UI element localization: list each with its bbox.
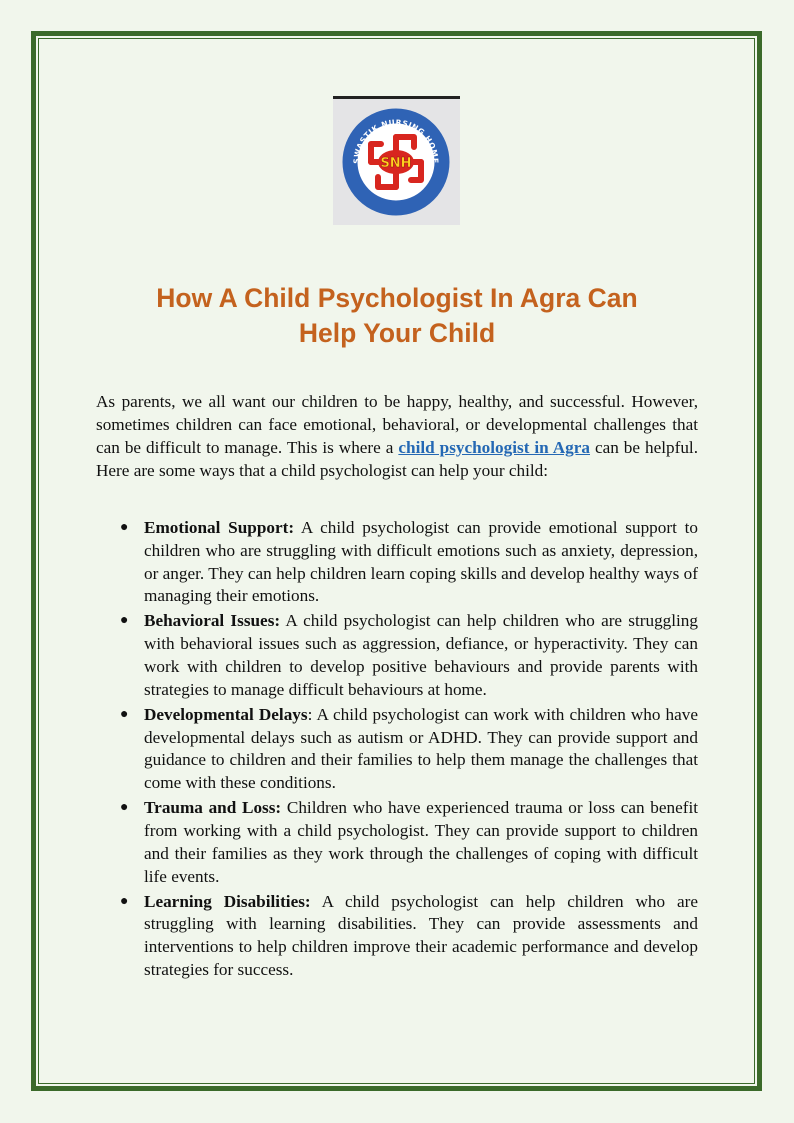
title-line-1: How A Child Psychologist In Agra Can [156, 283, 638, 313]
list-item-heading: Developmental Delays [144, 704, 308, 724]
intro-paragraph [96, 390, 698, 482]
bullet-icon: ● [120, 520, 129, 535]
page-title [96, 281, 698, 351]
ways-list [120, 517, 699, 984]
list-item [120, 891, 698, 982]
list-item-heading: Emotional Support: [144, 518, 295, 537]
list-item [120, 610, 698, 701]
list-item [120, 704, 699, 795]
list-item-text: Children who have experienced trauma or loss can benefit from working with a child psychologist. They can provide support to children and their families as they work through the challenges of coping with difficult life events. [144, 798, 699, 886]
list-item-heading: Learning Disabilities: [144, 891, 311, 911]
logo-ring-text: SWASTIK NURSING HOME [351, 117, 441, 164]
intro-text-after: can be helpful. Here are some ways that a child psychologist can help your child: [96, 438, 698, 480]
logo-monogram: SNH [380, 156, 412, 171]
bullet-icon: ● [120, 893, 129, 909]
bullet-icon: ● [120, 706, 129, 722]
list-item-text: A child psychologist can help children who are struggling with behavioral issues such as aggression, defiance, or hyperactivity. They can work with children to develop positive behaviours and provide parents with strategies to manage difficult behaviours at home. [144, 611, 698, 699]
list-item-text: A child psychologist can help children who are struggling with learning disabilities. They can provide assessments and interventions to help children improve their academic performance and develop strategies for success. [144, 891, 698, 979]
bullet-icon: ● [120, 800, 129, 816]
list-item [120, 517, 698, 608]
list-item-text: : A child psychologist can work with children who have developmental delays such as autism or ADHD. They can provide support and guidance to children and their families to help them manage the challenges that come with these conditions. [144, 704, 699, 793]
list-item-heading: Behavioral Issues: [144, 611, 281, 631]
logo [333, 96, 460, 225]
child-psychologist-link[interactable]: child psychologist in Agra [398, 438, 590, 457]
list-item-text: A child psychologist can provide emotional support to children who are struggling with difficult emotions such as anxiety, depression, or anger. They can help children learn coping skills and develop healthy ways of managing their emotions. [144, 518, 698, 606]
bullet-icon: ● [120, 613, 129, 629]
list-item-heading: Trauma and Loss: [144, 798, 282, 818]
intro-text-before: As parents, we all want our children to be happy, healthy, and successful. However, sometimes children can face emotional, behavioral, or developmental challenges that can be difficult to manage. This is where a [96, 392, 698, 457]
list-item [120, 797, 699, 888]
title-line-2: Help Your Child [298, 318, 496, 348]
logo-image [333, 99, 460, 225]
logo-ring-subtext: QUALITY HEALTHCARE [366, 180, 426, 201]
